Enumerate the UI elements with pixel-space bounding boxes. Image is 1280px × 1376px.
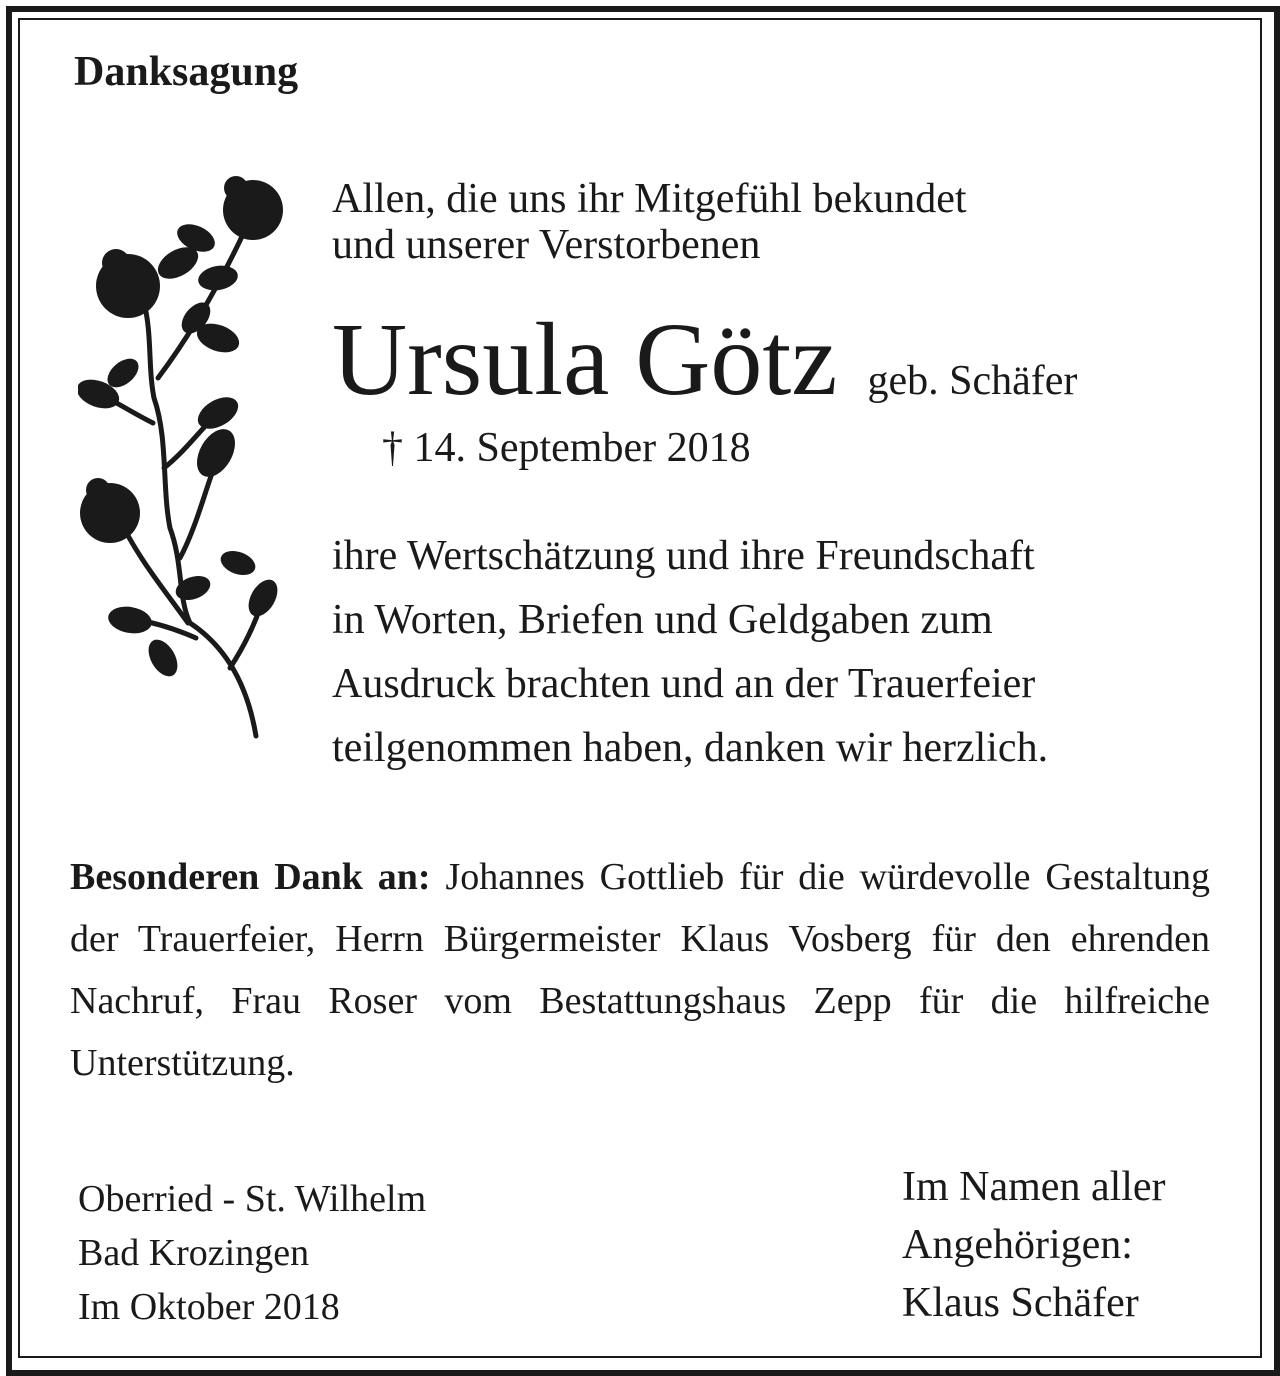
thanks-text [332,524,1048,780]
death-date: † 14. September 2018 [382,425,751,471]
intro-line: und unserer Verstorbenen [332,222,761,268]
special-thanks-text: Johannes Gottlieb für die würdevolle Gestaltung der Trauerfeier, Herrn Bürgermeister Klaus Vosberg für den ehrenden Nachruf, Frau Roser vom Bestattungshaus Zepp für die hilfreiche Unterstützung. [70,856,1211,1084]
thanks-line: Ausdruck brachten und an der Trauerfeier [332,661,1036,707]
date-line: Im Oktober 2018 [78,1286,340,1328]
special-thanks [70,846,1210,1094]
place-line: Bad Krozingen [78,1232,310,1274]
place-line: Oberried - St. Wilhelm [78,1178,427,1220]
signature-line: Angehörigen: [902,1222,1133,1268]
thanks-line: ihre Wertschätzung und ihre Freundschaft [332,533,1035,579]
intro-line: Allen, die uns ihr Mitgefühl bekundet [332,176,967,222]
intro-text [332,176,967,268]
rose-branch-icon [78,168,298,748]
thanks-line: in Worten, Briefen und Geldgaben zum [332,597,993,643]
special-thanks-label: Besonderen Dank an: [70,856,431,898]
signature-block [902,1158,1166,1332]
thanks-line: teilgenommen haben, danken wir herzlich. [332,725,1049,771]
deceased-name-line [332,300,1077,420]
heading: Danksagung [74,49,299,95]
signature-name: Klaus Schäfer [902,1280,1139,1326]
deceased-name: Ursula Götz [332,302,838,417]
maiden-name: geb. Schäfer [867,358,1078,404]
place-date-block [78,1172,426,1334]
signature-line: Im Namen aller [902,1164,1166,1210]
